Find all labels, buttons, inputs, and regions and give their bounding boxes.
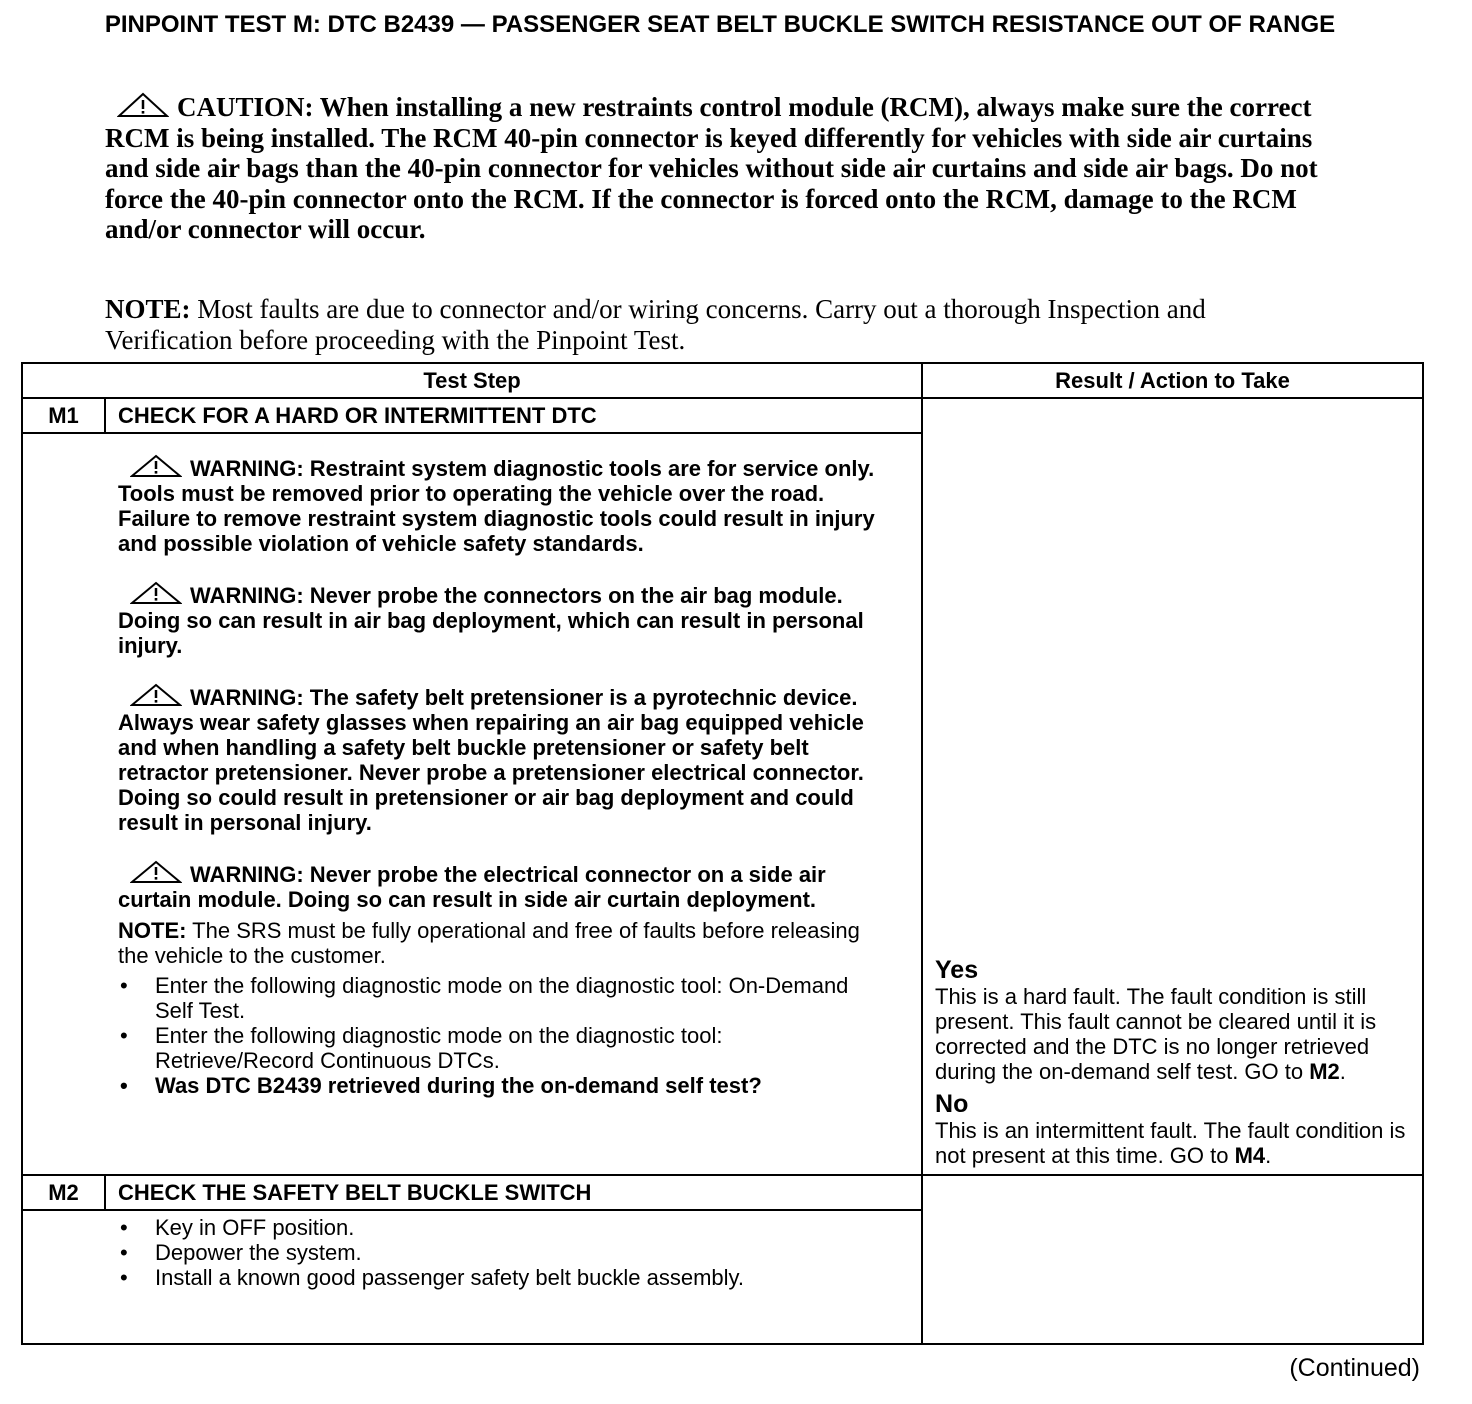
step-id-m2: M2 xyxy=(22,1175,105,1210)
header-result-action: Result / Action to Take xyxy=(922,363,1423,398)
goto-m2-link[interactable]: M2 xyxy=(1309,1059,1340,1084)
goto-m4-link[interactable]: M4 xyxy=(1234,1143,1266,1168)
list-item: • Key in OFF position. xyxy=(120,1215,355,1240)
step-m1-note: NOTE: The SRS must be fully operational and free of faults before releasing the vehicle to the customer. xyxy=(118,918,860,968)
warning-4: WARNING: Never probe the electrical connector on a side air curtain module. Doing so can result in side air curtain deployment. xyxy=(118,862,826,912)
step-m2-title-row xyxy=(22,1175,1423,1210)
table-header-row xyxy=(22,363,1423,398)
warning-triangle-icon xyxy=(130,860,182,884)
result-m1 xyxy=(922,398,1423,1175)
caution-label: CAUTION: xyxy=(177,92,314,122)
caution-text: When installing a new restraints control module (RCM), always make sure the correct RCM is being installed. The RCM 40-pin connector is keyed differently for vehicles with side air curtains and side air bags than the 40-pin connector for vehicles without side air curtains and side air bags. Do not force the 40-pin connector onto the RCM. If the connector is forced onto the RCM, damage to the RCM and/or connector will occur. xyxy=(105,92,1318,244)
warning-2: WARNING: Never probe the connectors on the air bag module. Doing so can result in air bag deployment, which can result in personal injury. xyxy=(118,583,864,658)
header-test-step: Test Step xyxy=(22,363,922,398)
step-m1-body xyxy=(22,433,922,1175)
step-m2-body xyxy=(22,1210,922,1344)
result-no-text: This is an intermittent fault. The fault condition is not present at this time. GO to M4. xyxy=(935,1118,1406,1168)
warning-triangle-icon xyxy=(130,581,182,605)
step-m2-bullets xyxy=(118,1215,881,1290)
warning-3: WARNING: The safety belt pretensioner is a pyrotechnic device. Always wear safety glasses when repairing an air bag equipped vehicle and when handling a safety belt buckle pretensioner or safety belt retractor pretensioner. Never probe a pretensioner electrical connector. Doing so could result in pretensioner or air bag deployment and could result in personal injury. xyxy=(118,685,864,835)
warning-triangle-icon xyxy=(130,454,182,478)
warning-1: WARNING: Restraint system diagnostic tools are for service only. Tools must be removed prior to operating the vehicle over the road. Failure to remove restraint system diagnostic tools could result in injury and possible violation of vehicle safety standards. xyxy=(118,456,875,556)
step-m1-bullets xyxy=(118,973,881,1098)
continued-label: (Continued) xyxy=(1289,1354,1420,1382)
list-item: • Enter the following diagnostic mode on the diagnostic tool: On-Demand Self Test. xyxy=(120,973,849,1023)
warning-triangle-icon xyxy=(130,683,182,707)
step-title-m1: CHECK FOR A HARD OR INTERMITTENT DTC xyxy=(105,398,922,433)
list-item: • Install a known good passenger safety belt buckle assembly. xyxy=(120,1265,745,1290)
step-title-m2: CHECK THE SAFETY BELT BUCKLE SWITCH xyxy=(105,1175,922,1210)
step-id-m1: M1 xyxy=(22,398,105,433)
caution-block xyxy=(105,92,1335,245)
step-m1-title-row xyxy=(22,398,1423,433)
list-item: • Depower the system. xyxy=(120,1240,362,1265)
result-m2 xyxy=(922,1175,1423,1344)
warning-triangle-icon xyxy=(117,92,169,118)
result-yes-label: Yes xyxy=(935,956,979,984)
result-yes-text: This is a hard fault. The fault condition is still present. This fault cannot be cleared until it is corrected and the DTC is no longer retrieved during the on-demand self test. GO to M2. xyxy=(935,984,1377,1084)
pinpoint-test-table xyxy=(21,362,1424,1345)
note-text: Most faults are due to connector and/or wiring concerns. Carry out a thorough Inspection and Verification before proceeding with the Pinpoint Test. xyxy=(105,294,1206,355)
note-block xyxy=(105,294,1335,355)
list-item: • Enter the following diagnostic mode on the diagnostic tool: Retrieve/Record Continuous DTCs. xyxy=(120,1023,723,1073)
result-no-label: No xyxy=(935,1090,969,1118)
list-item: • Was DTC B2439 retrieved during the on-demand self test? xyxy=(120,1073,762,1098)
page-title: PINPOINT TEST M: DTC B2439 — PASSENGER SEAT BELT BUCKLE SWITCH RESISTANCE OUT OF RANGE xyxy=(104,11,1336,38)
note-label: NOTE: xyxy=(105,294,191,324)
